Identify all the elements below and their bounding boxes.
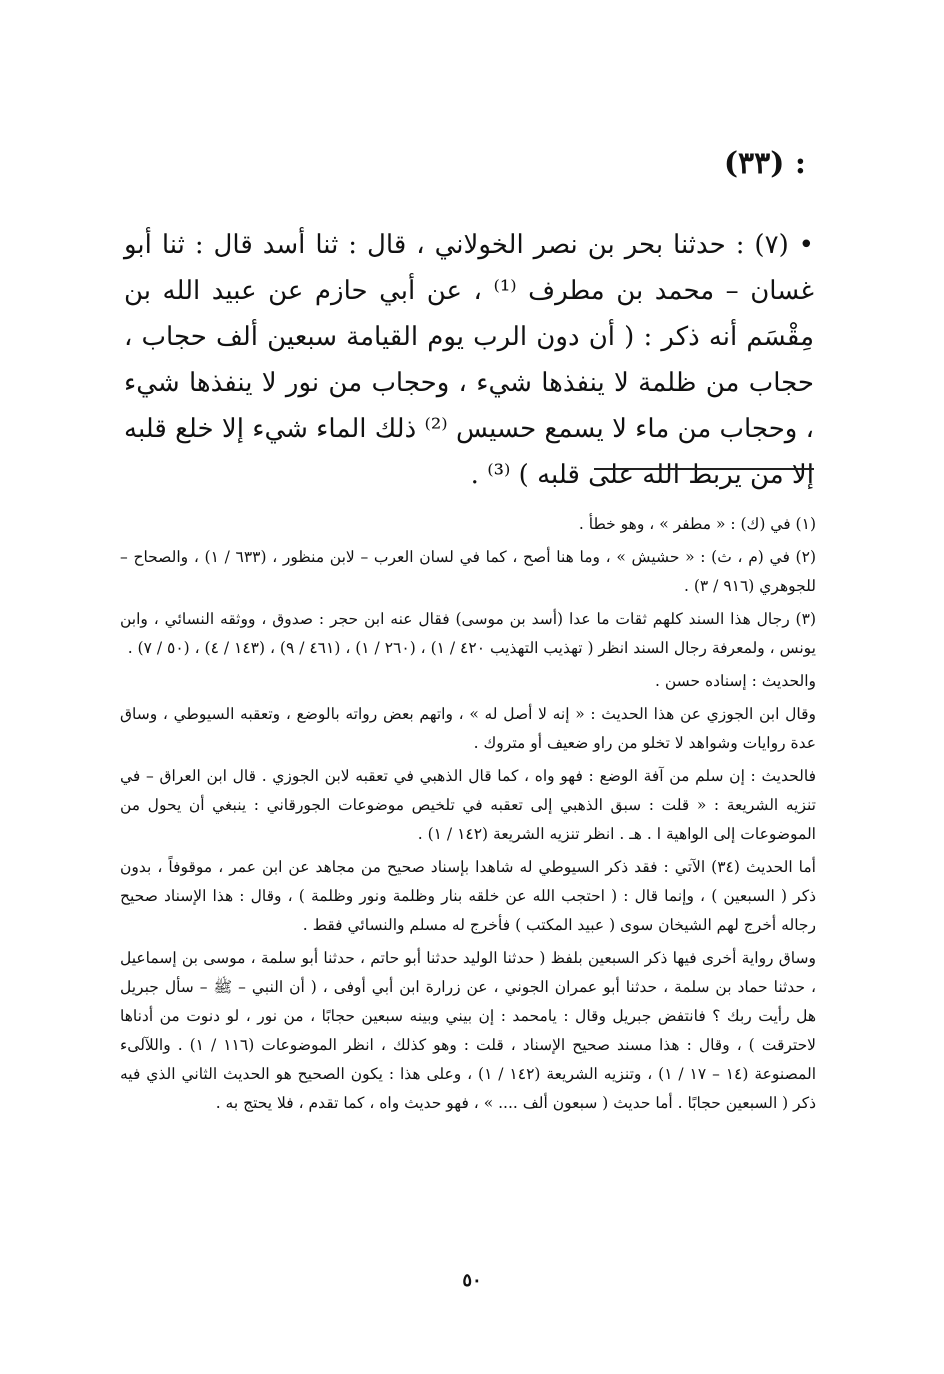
footnote-2: (٢) في (م ، ث) : « حشيش » ، وما هنا أصح ، كما في لسان العرب – لابن منظور ، (٦٣٣ / ١) ، والصحاح – للجوهري (٩١٦ / ٣) . [120,548,816,595]
footnotes-section [120,510,816,1122]
footnote-separator [594,468,814,470]
footnote-3-ibn-aljawzi: وقال ابن الجوزي عن هذا الحديث : « إنه لا أصل له » ، واتهم بعض رواته بالوضع ، وتعقبه السيوطي ، وساق عدة روايات وشواهد لا تخلو من راو ضعيف أو متروك . [120,705,816,752]
main-paragraph: • (٧) : حدثنا بحر بن نصر الخولاني ، قال : ثنا أسد قال : ثنا أبو غسان – محمد بن مطرف ⁽¹⁾ ، عن أبي حازم عن عبيد الله بن مِقْسَم أنه ذكر : ( أن دون الرب يوم القيامة سبعين ألف حجاب ، حجاب من ظلمة لا ينفذها شيء ، وحجاب من نور لا ينفذها شيء ، وحجاب من ماء لا يسمع حسيس ⁽²⁾ ذلك الماء شيء إلا خلع قلبه إلا من يربط الله على قلبه ) ⁽³⁾ . [124,230,815,490]
main-hadith-text [124,222,814,498]
footnote-3-dhahabi: فالحديث : إن سلم من آفة الوضع : فهو واه ، كما قال الذهبي في تعقبه لابن الجوزي . قال ابن العراق – في تنزيه الشريعة : « قلت : سبق الذهبي إلى تعقبه في تلخيص موضوعات الجورقاني : ينبغي أن يحول من الموضوعات إلى الواهية ا . هـ . انظر تنزيه الشريعة (١٤٢ / ١) . [120,767,816,843]
footnote-3-hadith-34: أما الحديث (٣٤) الآتي : فقد ذكر السيوطي له شاهدا بإسناد صحيح من مجاهد عن ابن عمر ، موقوفاً ، بدون ذكر ( السبعين ) ، وإنما قال : ( احتجب الله عن خلقه بنار وظلمة ونور وظلمة ) ، وقال : هذا الإسناد صحيح رجاله أخرج لهم الشيخان سوى ( عبيد المكتب ) فأخرج له مسلم والنسائي فقط . [120,858,816,934]
hadith-number-heading: : (٣٣) [723,146,806,181]
footnote-1: (١) في (ك) : « مطفر » ، وهو خطأ . [578,515,816,533]
footnote-3-grading: والحديث : إسناده حسن . [655,672,816,690]
footnote-3: (٣) رجال هذا السند كلهم ثقات ما عدا (أسد بن موسى) فقال عنه ابن حجر : صدوق ، ووثقه النسائي ، وابن يونس ، ولمعرفة رجال السند انظر ( تهذيب التهذيب ٤٢٠ / ١) ، (٢٦٠ / ١) ، (٤٦١ / ٩) ، (١٤٣ / ٤) ، (٥٠ / ٧) . [120,610,816,657]
footnote-3-another-narration: وساق رواية أخرى فيها ذكر السبعين بلفظ ( حدثنا الوليد حدثنا أبو حاتم ، حدثنا أبو سلمة ، موسى بن إسماعيل ، حدثنا حماد بن سلمة ، حدثنا أبو عمران الجوني ، عن زرارة ابن أبي أوفى ، ( أن النبي – ﷺ – سأل جبريل هل رأيت ربك ؟ فانتفض جبريل وقال : يامحمد : إن بيني وبينه سبعين حجابًا ، من نور ، لو دنوت من أدناها لاحترقت ) ، وقال : هذا مسند صحيح الإسناد ، قلت : وهو كذلك ، انظر الموضوعات (١١٦ / ١) . واللآلىء المصنوعة (١٤ – ١٧ / ١) ، وتنزيه الشريعة (١٤٢ / ١) ، وعلى هذا : يكون الصحيح هو الحديث الثاني الذي فيه ذكر ( السبعين حجابًا . أما حديث ( سبعون ألف .... » ، فهو حديث واه ، كما تقدم ، فلا يحتج به . [120,949,817,1112]
page-number: ٥٠ [462,1270,482,1291]
